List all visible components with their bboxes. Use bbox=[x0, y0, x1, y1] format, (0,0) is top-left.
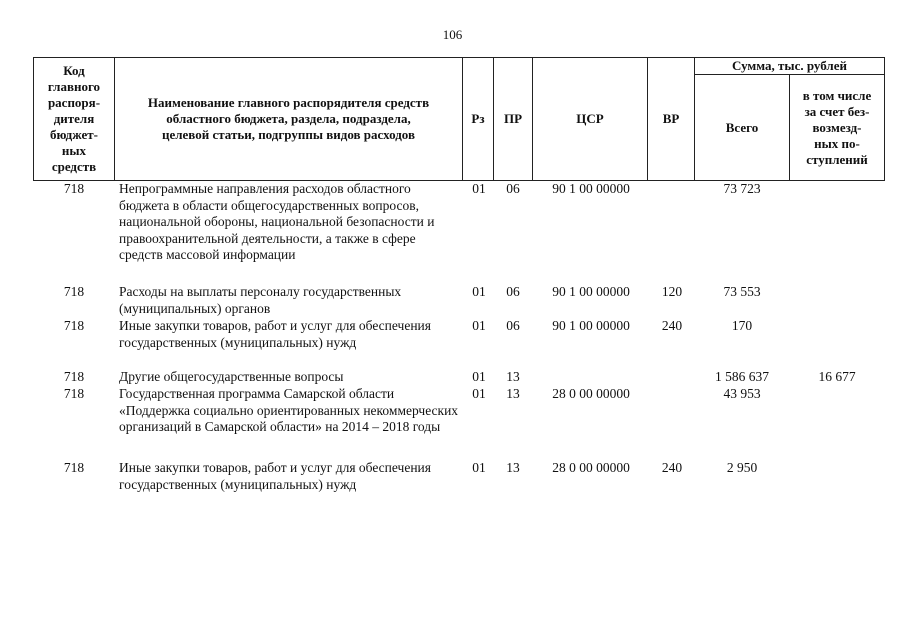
cell-name: Непрограммные направления расходов областного бюджета в области общегосударственных вопросов, национальной обороны, национальной безопасности и правоохранительной деятельности, а также в сфере средств массовой информации bbox=[119, 181, 435, 262]
page-number: 106 bbox=[442, 27, 463, 42]
cell-rz: 01 bbox=[472, 181, 486, 196]
cell-rz: 01 bbox=[472, 386, 486, 401]
header-code: Код главного распоря- дителя бюджет- ных средств bbox=[47, 63, 101, 174]
header-vr: ВР bbox=[662, 111, 680, 126]
header-sum: Сумма, тыс. рублей bbox=[732, 58, 847, 73]
cell-rz: 01 bbox=[472, 460, 486, 475]
cell-vr: 240 bbox=[661, 460, 683, 475]
cell-total: 2 950 bbox=[726, 460, 758, 475]
cell-pr: 06 bbox=[506, 181, 520, 196]
cell-pr: 13 bbox=[506, 386, 520, 401]
cell-total: 73 553 bbox=[723, 284, 761, 299]
cell-code: 718 bbox=[63, 460, 85, 475]
cell-total: 43 953 bbox=[723, 386, 761, 401]
cell-code: 718 bbox=[63, 318, 85, 333]
cell-code: 718 bbox=[63, 369, 85, 384]
cell-total: 73 723 bbox=[723, 181, 761, 196]
cell-vr: 120 bbox=[661, 284, 683, 299]
header-total: Всего bbox=[725, 119, 759, 135]
cell-pr: 13 bbox=[506, 460, 520, 475]
cell-vr: 240 bbox=[661, 318, 683, 333]
cell-free: 16 677 bbox=[818, 369, 856, 384]
cell-csr: 28 0 00 00000 bbox=[552, 460, 630, 475]
header-pr: ПР bbox=[503, 111, 523, 126]
cell-csr: 90 1 00 00000 bbox=[552, 181, 630, 196]
cell-total: 1 586 637 bbox=[715, 369, 769, 384]
cell-rz: 01 bbox=[472, 369, 486, 384]
header-csr: ЦСР bbox=[576, 111, 604, 126]
cell-pr: 06 bbox=[506, 284, 520, 299]
header-rz: Рз bbox=[471, 111, 485, 126]
cell-name: Иные закупки товаров, работ и услуг для обеспечения государственных (муниципальных) нужд bbox=[119, 318, 431, 350]
cell-name: Государственная программа Самарской области «Поддержка социально ориентированных некоммерческих организаций в Самарской области» на 2014 – 2018 годы bbox=[119, 386, 459, 434]
header-name: Наименование главного распорядителя средств областного бюджета, раздела, подраздела, целевой статьи, подгруппы видов расходов bbox=[147, 95, 430, 142]
header-free: в том числе за счет без- возмезд- ных по- ступлений bbox=[802, 87, 872, 167]
cell-code: 718 bbox=[63, 284, 85, 299]
cell-name: Расходы на выплаты персоналу государственных (муниципальных) органов bbox=[119, 284, 402, 316]
cell-csr: 90 1 00 00000 bbox=[552, 318, 630, 333]
cell-pr: 13 bbox=[506, 369, 520, 384]
cell-name: Иные закупки товаров, работ и услуг для обеспечения государственных (муниципальных) нужд bbox=[119, 460, 431, 492]
cell-pr: 06 bbox=[506, 318, 520, 333]
cell-name: Другие общегосударственные вопросы bbox=[119, 369, 344, 384]
cell-code: 718 bbox=[63, 181, 85, 196]
cell-total: 170 bbox=[731, 318, 753, 333]
cell-rz: 01 bbox=[472, 318, 486, 333]
cell-rz: 01 bbox=[472, 284, 486, 299]
column-divider bbox=[884, 57, 885, 181]
cell-csr: 90 1 00 00000 bbox=[552, 284, 630, 299]
cell-code: 718 bbox=[63, 386, 85, 401]
cell-csr: 28 0 00 00000 bbox=[552, 386, 630, 401]
